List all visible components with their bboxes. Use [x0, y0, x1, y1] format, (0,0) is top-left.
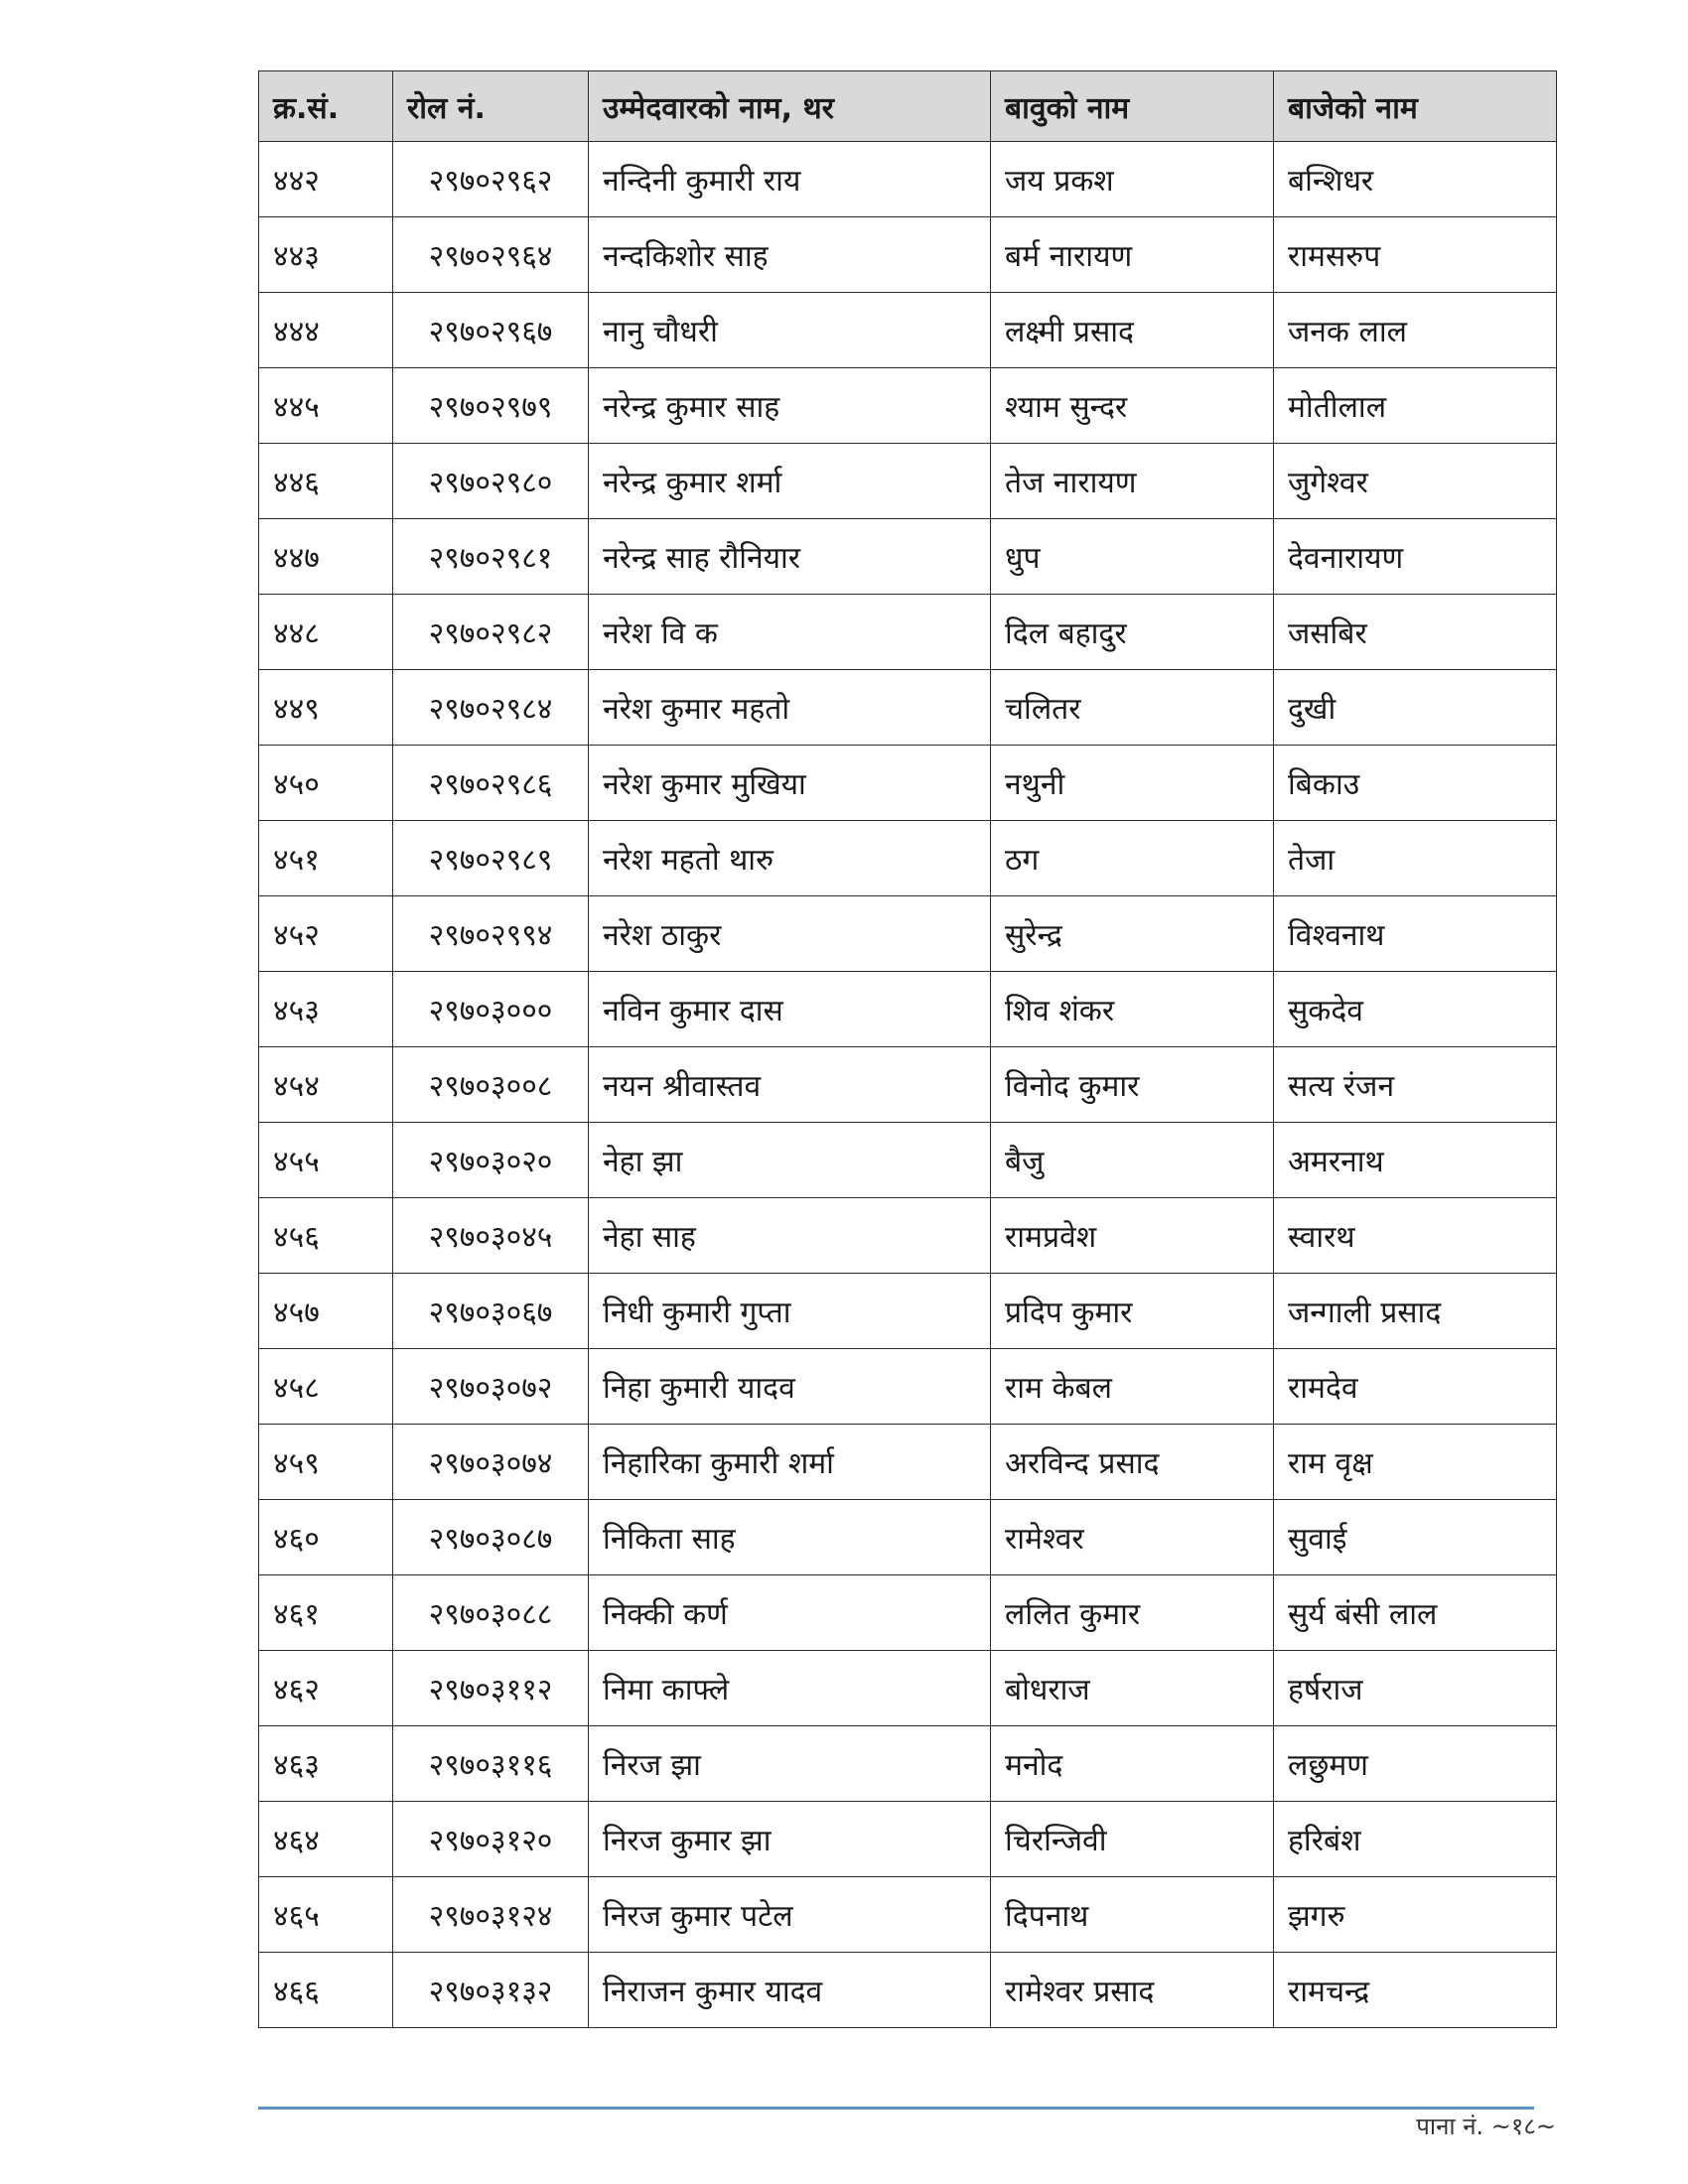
grandfather-name-cell: बिकाउ [1274, 746, 1557, 821]
serial-number-cell: ४४३ [259, 217, 393, 293]
candidate-name-cell: निरज कुमार पटेल [589, 1877, 991, 1953]
candidate-name-cell: निकिता साह [589, 1500, 991, 1575]
father-name-cell: रामप्रवेश [991, 1198, 1274, 1274]
candidate-name-cell: निधी कुमारी गुप्ता [589, 1274, 991, 1349]
roll-number-cell: २९७०३०२० [393, 1123, 589, 1198]
roll-number-cell: २९७०३१२४ [393, 1877, 589, 1953]
serial-number-cell: ४५९ [259, 1425, 393, 1500]
candidate-name-cell: निरज झा [589, 1726, 991, 1802]
grandfather-name-cell: हर्षराज [1274, 1651, 1557, 1726]
footer-rule [258, 2107, 1534, 2110]
serial-number-cell: ४४५ [259, 368, 393, 444]
table-row [259, 1349, 1557, 1425]
roll-number-cell: २९७०२९६४ [393, 217, 589, 293]
roll-number-cell: २९७०३०६७ [393, 1274, 589, 1349]
father-name-cell: तेज नारायण [991, 444, 1274, 519]
roll-number-cell: २९७०३००० [393, 972, 589, 1047]
candidate-name-cell: नेहा झा [589, 1123, 991, 1198]
grandfather-name-cell: रामदेव [1274, 1349, 1557, 1425]
grandfather-name-cell: सत्य रंजन [1274, 1047, 1557, 1123]
father-name-cell: ठग [991, 821, 1274, 896]
table-row [259, 1123, 1557, 1198]
candidate-name-cell: नरेश कुमार महतो [589, 670, 991, 746]
father-name-cell: शिव शंकर [991, 972, 1274, 1047]
roll-number-cell: २९७०३१३२ [393, 1953, 589, 2028]
serial-number-cell: ४४४ [259, 293, 393, 368]
candidate-name-cell: नरेश कुमार मुखिया [589, 746, 991, 821]
candidate-name-cell: नरेन्द्र कुमार साह [589, 368, 991, 444]
serial-number-cell: ४५१ [259, 821, 393, 896]
table-header-row [259, 71, 1557, 142]
candidate-name-cell: निहा कुमारी यादव [589, 1349, 991, 1425]
father-name-cell: लक्ष्मी प्रसाद [991, 293, 1274, 368]
grandfather-name-cell: मोतीलाल [1274, 368, 1557, 444]
table-row [259, 746, 1557, 821]
header-roll-number: रोल नं. [393, 71, 589, 142]
serial-number-cell: ४४२ [259, 142, 393, 217]
serial-number-cell: ४४७ [259, 519, 393, 595]
serial-number-cell: ४६० [259, 1500, 393, 1575]
table-row [259, 896, 1557, 972]
table-row [259, 1500, 1557, 1575]
roll-number-cell: २९७०२९८९ [393, 821, 589, 896]
candidate-name-cell: निराजन कुमार यादव [589, 1953, 991, 2028]
table-row [259, 1726, 1557, 1802]
roll-number-cell: २९७०२९८२ [393, 595, 589, 670]
grandfather-name-cell: रामसरुप [1274, 217, 1557, 293]
candidate-name-cell: नरेश महतो थारु [589, 821, 991, 896]
roll-number-cell: २९७०३०७२ [393, 1349, 589, 1425]
table-body [259, 142, 1557, 2028]
candidate-name-cell: निमा काफ्ले [589, 1651, 991, 1726]
table-row [259, 519, 1557, 595]
father-name-cell: ललित कुमार [991, 1575, 1274, 1651]
father-name-cell: प्रदिप कुमार [991, 1274, 1274, 1349]
roll-number-cell: २९७०२९८६ [393, 746, 589, 821]
table-row [259, 972, 1557, 1047]
table-row [259, 670, 1557, 746]
grandfather-name-cell: अमरनाथ [1274, 1123, 1557, 1198]
serial-number-cell: ४४९ [259, 670, 393, 746]
roll-number-cell: २९७०२९८० [393, 444, 589, 519]
grandfather-name-cell: दुखी [1274, 670, 1557, 746]
table-row [259, 293, 1557, 368]
table-row [259, 1802, 1557, 1877]
table-row [259, 1651, 1557, 1726]
roll-number-cell: २९७०३०७४ [393, 1425, 589, 1500]
father-name-cell: राम केबल [991, 1349, 1274, 1425]
serial-number-cell: ४६१ [259, 1575, 393, 1651]
roll-number-cell: २९७०३०८७ [393, 1500, 589, 1575]
table-row [259, 368, 1557, 444]
serial-number-cell: ४६३ [259, 1726, 393, 1802]
grandfather-name-cell: विश्वनाथ [1274, 896, 1557, 972]
serial-number-cell: ४५४ [259, 1047, 393, 1123]
candidate-name-cell: नन्दकिशोर साह [589, 217, 991, 293]
header-father-name: बावुको नाम [991, 71, 1274, 142]
header-serial-number: क्र.सं. [259, 71, 393, 142]
page-number: पाना नं. ~१८~ [1416, 2113, 1556, 2140]
table-row [259, 821, 1557, 896]
father-name-cell: नथुनी [991, 746, 1274, 821]
father-name-cell: चिरन्जिवी [991, 1802, 1274, 1877]
candidate-name-cell: नयन श्रीवास्तव [589, 1047, 991, 1123]
candidate-name-cell: निक्की कर्ण [589, 1575, 991, 1651]
table-row [259, 217, 1557, 293]
grandfather-name-cell: लछुमण [1274, 1726, 1557, 1802]
grandfather-name-cell: राम वृक्ष [1274, 1425, 1557, 1500]
father-name-cell: विनोद कुमार [991, 1047, 1274, 1123]
roll-number-cell: २९७०३०८८ [393, 1575, 589, 1651]
table-row [259, 1953, 1557, 2028]
serial-number-cell: ४५६ [259, 1198, 393, 1274]
table-row [259, 1877, 1557, 1953]
table-row [259, 595, 1557, 670]
table-row [259, 444, 1557, 519]
father-name-cell: धुप [991, 519, 1274, 595]
roll-number-cell: २९७०२९९४ [393, 896, 589, 972]
roll-number-cell: २९७०३०४५ [393, 1198, 589, 1274]
roll-number-cell: २९७०२९७९ [393, 368, 589, 444]
grandfather-name-cell: तेजा [1274, 821, 1557, 896]
candidate-table [258, 70, 1557, 2028]
father-name-cell: बोधराज [991, 1651, 1274, 1726]
roll-number-cell: २९७०३००८ [393, 1047, 589, 1123]
father-name-cell: दिल बहादुर [991, 595, 1274, 670]
results-sheet [258, 70, 1556, 2028]
grandfather-name-cell: सुर्य बंसी लाल [1274, 1575, 1557, 1651]
father-name-cell: अरविन्द प्रसाद [991, 1425, 1274, 1500]
father-name-cell: श्याम सुन्दर [991, 368, 1274, 444]
grandfather-name-cell: जसबिर [1274, 595, 1557, 670]
serial-number-cell: ४६४ [259, 1802, 393, 1877]
candidate-name-cell: नविन कुमार दास [589, 972, 991, 1047]
serial-number-cell: ४५८ [259, 1349, 393, 1425]
grandfather-name-cell: सुवाई [1274, 1500, 1557, 1575]
candidate-name-cell: नरेश ठाकुर [589, 896, 991, 972]
grandfather-name-cell: देवनारायण [1274, 519, 1557, 595]
serial-number-cell: ४६२ [259, 1651, 393, 1726]
candidate-name-cell: नन्दिनी कुमारी राय [589, 142, 991, 217]
table-row [259, 1425, 1557, 1500]
table-row [259, 1047, 1557, 1123]
serial-number-cell: ४५५ [259, 1123, 393, 1198]
table-row [259, 142, 1557, 217]
candidate-name-cell: नरेन्द्र कुमार शर्मा [589, 444, 991, 519]
header-grandfather-name: बाजेको नाम [1274, 71, 1557, 142]
serial-number-cell: ४५३ [259, 972, 393, 1047]
father-name-cell: रामेश्वर [991, 1500, 1274, 1575]
grandfather-name-cell: जनक लाल [1274, 293, 1557, 368]
serial-number-cell: ४६६ [259, 1953, 393, 2028]
grandfather-name-cell: जुगेश्वर [1274, 444, 1557, 519]
roll-number-cell: २९७०२९६७ [393, 293, 589, 368]
father-name-cell: दिपनाथ [991, 1877, 1274, 1953]
roll-number-cell: २९७०२९६२ [393, 142, 589, 217]
candidate-name-cell: निहारिका कुमारी शर्मा [589, 1425, 991, 1500]
roll-number-cell: २९७०३१२० [393, 1802, 589, 1877]
grandfather-name-cell: सुकदेव [1274, 972, 1557, 1047]
grandfather-name-cell: बन्शिधर [1274, 142, 1557, 217]
grandfather-name-cell: जन्गाली प्रसाद [1274, 1274, 1557, 1349]
table-row [259, 1274, 1557, 1349]
candidate-name-cell: नरेन्द्र साह रौनियार [589, 519, 991, 595]
serial-number-cell: ४४८ [259, 595, 393, 670]
table-row [259, 1198, 1557, 1274]
grandfather-name-cell: रामचन्द्र [1274, 1953, 1557, 2028]
father-name-cell: बर्म नारायण [991, 217, 1274, 293]
roll-number-cell: २९७०२९८१ [393, 519, 589, 595]
grandfather-name-cell: हरिबंश [1274, 1802, 1557, 1877]
serial-number-cell: ४६५ [259, 1877, 393, 1953]
candidate-name-cell: निरज कुमार झा [589, 1802, 991, 1877]
father-name-cell: जय प्रकश [991, 142, 1274, 217]
serial-number-cell: ४५० [259, 746, 393, 821]
father-name-cell: सुरेन्द्र [991, 896, 1274, 972]
serial-number-cell: ४५२ [259, 896, 393, 972]
candidate-name-cell: नरेश वि क [589, 595, 991, 670]
roll-number-cell: २९७०२९८४ [393, 670, 589, 746]
serial-number-cell: ४५७ [259, 1274, 393, 1349]
father-name-cell: मनोद [991, 1726, 1274, 1802]
candidate-name-cell: नानु चौधरी [589, 293, 991, 368]
header-candidate-name: उम्मेदवारको नाम, थर [589, 71, 991, 142]
father-name-cell: रामेश्वर प्रसाद [991, 1953, 1274, 2028]
father-name-cell: चलितर [991, 670, 1274, 746]
grandfather-name-cell: झगरु [1274, 1877, 1557, 1953]
serial-number-cell: ४४६ [259, 444, 393, 519]
candidate-name-cell: नेहा साह [589, 1198, 991, 1274]
roll-number-cell: २९७०३११६ [393, 1726, 589, 1802]
grandfather-name-cell: स्वारथ [1274, 1198, 1557, 1274]
father-name-cell: बैजु [991, 1123, 1274, 1198]
table-row [259, 1575, 1557, 1651]
roll-number-cell: २९७०३११२ [393, 1651, 589, 1726]
